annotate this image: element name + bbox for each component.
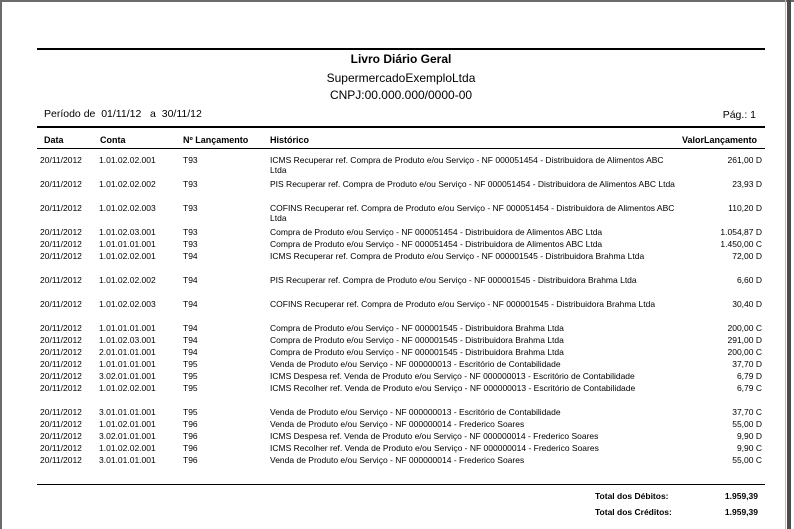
cell-conta: 1.01.02.01.001 [99, 419, 156, 429]
table-row [40, 419, 762, 431]
table-row [40, 443, 762, 455]
table-row [40, 431, 762, 443]
header-top-rule [37, 48, 765, 50]
cell-lancamento: T95 [183, 371, 198, 381]
table-row [40, 227, 762, 239]
cell-data: 20/11/2012 [40, 227, 82, 237]
cell-conta: 3.01.01.01.001 [99, 455, 156, 465]
table-row [40, 323, 762, 335]
cell-lancamento: T94 [183, 275, 198, 285]
cell-data: 20/11/2012 [40, 443, 82, 453]
column-header-top-rule [37, 126, 765, 128]
cell-valor: 37,70 D [732, 359, 762, 369]
totals-top-rule [37, 484, 765, 485]
column-header-bottom-rule [37, 148, 765, 149]
cell-lancamento: T96 [183, 431, 198, 441]
cell-conta: 2.01.01.01.001 [99, 347, 156, 357]
cell-historico: Venda de Produto e/ou Serviço - NF 000000014 - Frederico Soares [270, 419, 525, 429]
cell-historico: Venda de Produto e/ou Serviço - NF 000000013 - Escritório de Contabilidade [270, 407, 561, 417]
company-name: SupermercadoExemploLtda [326, 71, 476, 85]
column-header-historico: Histórico [270, 135, 310, 145]
cell-data: 20/11/2012 [40, 359, 82, 369]
table-row [40, 155, 762, 179]
cell-conta: 3.01.01.01.001 [99, 407, 156, 417]
cell-lancamento: T96 [183, 419, 198, 429]
cell-data: 20/11/2012 [40, 275, 82, 285]
cell-historico: ICMS Despesa ref. Venda de Produto e/ou Serviço - NF 000000013 - Escritório de Contabilidade [270, 371, 635, 381]
window-border-right-inner [785, 0, 786, 529]
table-row [40, 299, 762, 323]
cell-lancamento: T93 [183, 227, 198, 237]
cell-historico: Venda de Produto e/ou Serviço - NF 000000013 - Escritório de Contabilidade [270, 359, 561, 369]
cell-lancamento: T93 [183, 155, 198, 165]
cell-lancamento: T94 [183, 323, 198, 333]
cell-data: 20/11/2012 [40, 419, 82, 429]
cell-valor: 6,60 D [736, 275, 762, 285]
column-header-valor: ValorLançamento [681, 135, 757, 145]
cell-historico: ICMS Recuperar ref. Compra de Produto e/ou Serviço - NF 000051454 - Distribuidora de Alimentos ABC Ltda [270, 155, 664, 175]
cell-valor: 23,93 D [732, 179, 762, 189]
cell-historico: ICMS Recolher ref. Venda de Produto e/ou Serviço - NF 000000014 - Frederico Soares [270, 443, 599, 453]
cell-historico: COFINS Recuperar ref. Compra de Produto e/ou Serviço - NF 000001545 - Distribuidora Brahma Ltda [270, 299, 656, 309]
cell-lancamento: T93 [183, 239, 198, 249]
cell-valor: 6,79 C [736, 383, 762, 393]
cell-valor: 9,90 D [736, 431, 762, 441]
cell-valor: 30,40 D [732, 299, 762, 309]
cell-valor: 72,00 D [732, 251, 762, 261]
cell-conta: 1.01.02.02.001 [99, 251, 156, 261]
cell-conta: 3.02.01.01.001 [99, 431, 156, 441]
cell-lancamento: T93 [183, 179, 198, 189]
table-row [40, 383, 762, 407]
cell-data: 20/11/2012 [40, 251, 82, 261]
cell-conta: 1.01.02.03.001 [99, 227, 156, 237]
report-period: Período de 01/11/12 a 30/11/12 [44, 108, 202, 120]
cell-conta: 1.01.02.02.002 [99, 275, 156, 285]
table-row [40, 371, 762, 383]
cell-data: 20/11/2012 [40, 455, 82, 465]
window-border-top [0, 0, 794, 2]
column-header-conta: Conta [100, 135, 126, 145]
cell-conta: 1.01.01.01.001 [99, 359, 156, 369]
cell-historico: Compra de Produto e/ou Serviço - NF 000001545 - Distribuidora Brahma Ltda [270, 335, 564, 345]
table-row [40, 239, 762, 251]
total-creditos-label: Total dos Créditos: [595, 507, 672, 517]
window-border-left [0, 0, 2, 529]
cell-historico: PIS Recuperar ref. Compra de Produto e/ou Serviço - NF 000001545 - Distribuidora Brahma Ltda [270, 275, 637, 285]
table-row [40, 335, 762, 347]
page-number: Pág.: 1 [722, 109, 756, 121]
cell-valor: 9,90 C [736, 443, 762, 453]
cell-lancamento: T94 [183, 299, 198, 309]
cell-valor: 55,00 D [732, 419, 762, 429]
total-debitos-value: 1.959,39 [724, 491, 758, 501]
cell-historico: ICMS Despesa ref. Venda de Produto e/ou Serviço - NF 000000014 - Frederico Soares [270, 431, 599, 441]
table-row [40, 179, 762, 203]
cell-conta: 1.01.02.02.002 [99, 179, 156, 189]
cell-data: 20/11/2012 [40, 335, 82, 345]
cell-valor: 37,70 C [732, 407, 762, 417]
cell-historico: Compra de Produto e/ou Serviço - NF 000001545 - Distribuidora Brahma Ltda [270, 347, 564, 357]
cell-data: 20/11/2012 [40, 299, 82, 309]
cell-conta: 1.01.02.02.001 [99, 155, 156, 165]
table-row [40, 203, 762, 227]
report-title: Livro Diário Geral [350, 52, 452, 66]
cell-conta: 1.01.02.03.001 [99, 335, 156, 345]
cell-valor: 291,00 D [727, 335, 762, 345]
cell-valor: 110,20 D [728, 203, 762, 213]
cell-valor: 200,00 C [727, 323, 762, 333]
cell-historico: COFINS Recuperar ref. Compra de Produto e/ou Serviço - NF 000051454 - Distribuidora de Alimentos ABC Ltda [270, 203, 675, 223]
cell-lancamento: T95 [183, 359, 198, 369]
cell-lancamento: T95 [183, 407, 198, 417]
cell-historico: ICMS Recuperar ref. Compra de Produto e/ou Serviço - NF 000001545 - Distribuidora Brahma Ltda [270, 251, 645, 261]
cell-conta: 1.01.02.02.003 [99, 299, 156, 309]
cell-historico: Compra de Produto e/ou Serviço - NF 000051454 - Distribuidora de Alimentos ABC Ltda [270, 239, 603, 249]
cell-valor: 200,00 C [727, 347, 762, 357]
cell-valor: 55,00 C [732, 455, 762, 465]
cell-valor: 1.054,87 D [720, 227, 762, 237]
cell-conta: 3.02.01.01.001 [99, 371, 156, 381]
cell-lancamento: T95 [183, 383, 198, 393]
cell-historico: PIS Recuperar ref. Compra de Produto e/ou Serviço - NF 000051454 - Distribuidora de Alimentos ABC Ltda [270, 179, 675, 189]
table-row [40, 347, 762, 359]
cell-conta: 1.01.02.02.001 [99, 443, 156, 453]
cell-conta: 1.01.02.02.003 [99, 203, 156, 213]
cell-data: 20/11/2012 [40, 371, 82, 381]
cell-data: 20/11/2012 [40, 431, 82, 441]
table-row [40, 275, 762, 299]
window-border-right [787, 0, 791, 529]
company-cnpj: CNPJ:00.000.000/0000-00 [329, 88, 473, 102]
total-creditos-value: 1.959,39 [724, 507, 758, 517]
cell-data: 20/11/2012 [40, 407, 82, 417]
cell-data: 20/11/2012 [40, 239, 82, 249]
cell-data: 20/11/2012 [40, 203, 82, 213]
table-row [40, 455, 762, 467]
cell-lancamento: T93 [183, 203, 198, 213]
cell-lancamento: T96 [183, 443, 198, 453]
cell-historico: Venda de Produto e/ou Serviço - NF 000000014 - Frederico Soares [270, 455, 525, 465]
cell-historico: Compra de Produto e/ou Serviço - NF 000001545 - Distribuidora Brahma Ltda [270, 323, 564, 333]
column-header-lancamento: Nº Lançamento [183, 135, 249, 145]
ledger-table [40, 155, 762, 467]
cell-historico: ICMS Recolher ref. Venda de Produto e/ou Serviço - NF 000000013 - Escritório de Contabilidade [270, 383, 636, 393]
column-header-data: Data [44, 135, 64, 145]
cell-conta: 1.01.02.02.001 [99, 383, 156, 393]
ledger-table-body [40, 155, 762, 467]
cell-data: 20/11/2012 [40, 323, 82, 333]
cell-conta: 1.01.01.01.001 [99, 323, 156, 333]
table-row [40, 359, 762, 371]
cell-lancamento: T96 [183, 455, 198, 465]
cell-valor: 261,00 D [727, 155, 762, 165]
cell-lancamento: T94 [183, 347, 198, 357]
cell-lancamento: T94 [183, 335, 198, 345]
total-debitos-label: Total dos Débitos: [595, 491, 669, 501]
table-row [40, 251, 762, 275]
cell-valor: 1.450,00 C [720, 239, 762, 249]
table-row [40, 407, 762, 419]
cell-data: 20/11/2012 [40, 383, 82, 393]
cell-data: 20/11/2012 [40, 347, 82, 357]
cell-data: 20/11/2012 [40, 179, 82, 189]
cell-conta: 1.01.01.01.001 [99, 239, 156, 249]
cell-data: 20/11/2012 [40, 155, 82, 165]
cell-lancamento: T94 [183, 251, 198, 261]
cell-valor: 6,79 D [736, 371, 762, 381]
cell-historico: Compra de Produto e/ou Serviço - NF 000051454 - Distribuidora de Alimentos ABC Ltda [270, 227, 603, 237]
